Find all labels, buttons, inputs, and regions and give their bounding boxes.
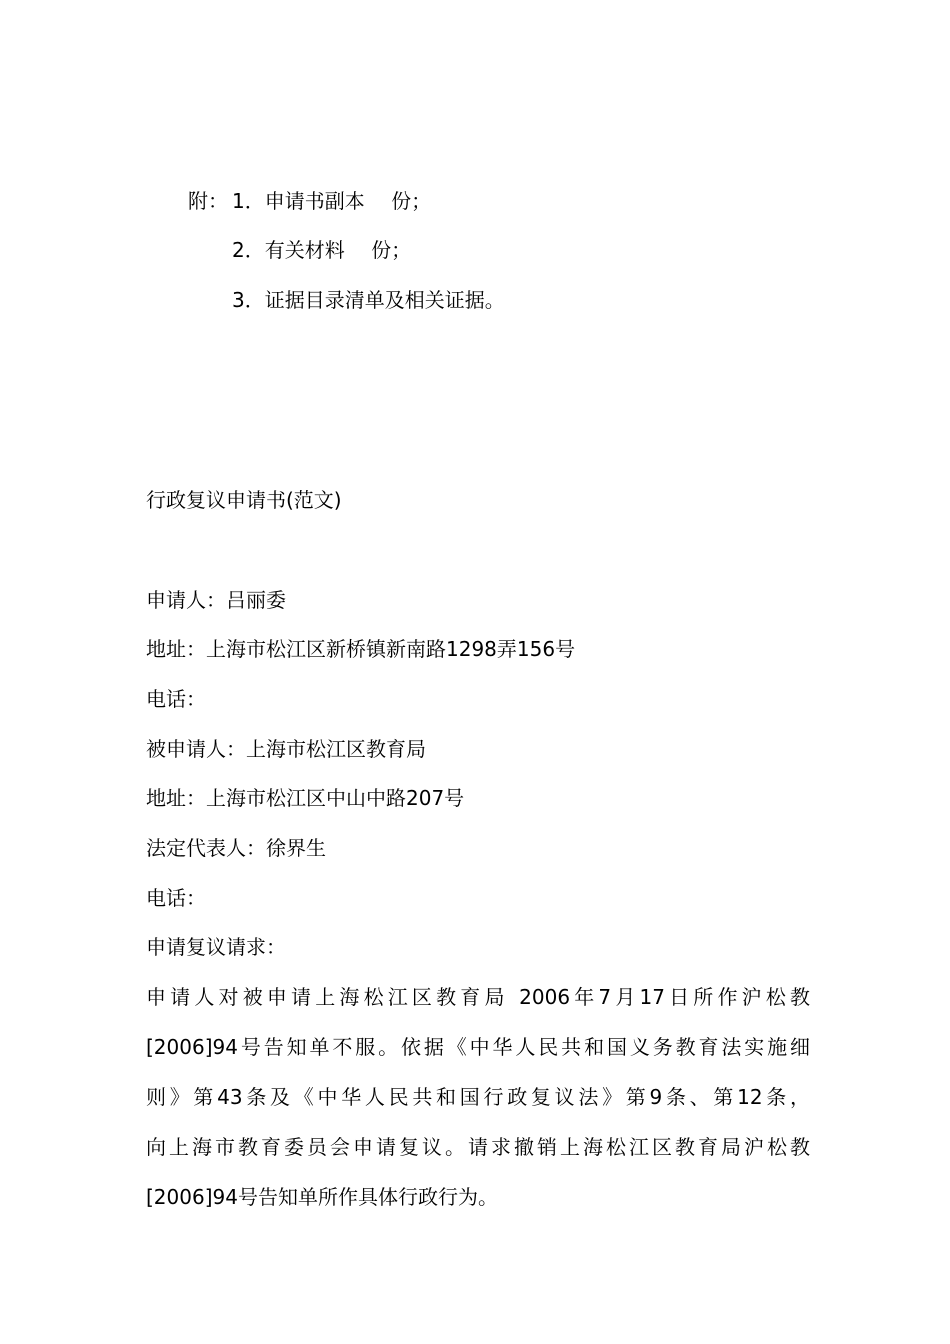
request-line-3: 则》第43条及《中华人民共和国行政复议法》第9条、第12条， [146, 1085, 810, 1109]
respondent-phone: 电话： [146, 886, 206, 910]
attachment-item-2: 2．有关材料 份； [232, 238, 412, 262]
attachment-item-1: 1．申请书副本 份； [232, 189, 432, 213]
attachments-prefix: 附： [188, 189, 228, 213]
request-line-5: [2006]94号告知单所作具体行政行为。 [146, 1185, 498, 1209]
respondent-address: 地址：上海市松江区中山中路207号 [146, 786, 465, 810]
attachment-item-3: 3．证据目录清单及相关证据。 [232, 288, 505, 312]
request-line-1: 申请人对被申请上海松江区教育局 2006年7月17日所作沪松教 [146, 985, 810, 1009]
request-line-2: [2006]94号告知单不服。依据《中华人民共和国义务教育法实施细 [146, 1035, 810, 1059]
applicant-address: 地址：上海市松江区新桥镇新南路1298弄156号 [146, 637, 576, 661]
request-line-4: 向上海市教育委员会申请复议。请求撤销上海松江区教育局沪松教 [146, 1135, 810, 1159]
respondent-name: 被申请人：上海市松江区教育局 [146, 737, 426, 761]
request-heading: 申请复议请求： [146, 935, 286, 959]
document-title: 行政复议申请书(范文) [146, 488, 342, 512]
request-paragraph [146, 972, 810, 1222]
applicant-name: 申请人：吕丽委 [146, 588, 286, 612]
applicant-phone: 电话： [146, 687, 206, 711]
respondent-legal-rep: 法定代表人：徐界生 [146, 836, 326, 860]
